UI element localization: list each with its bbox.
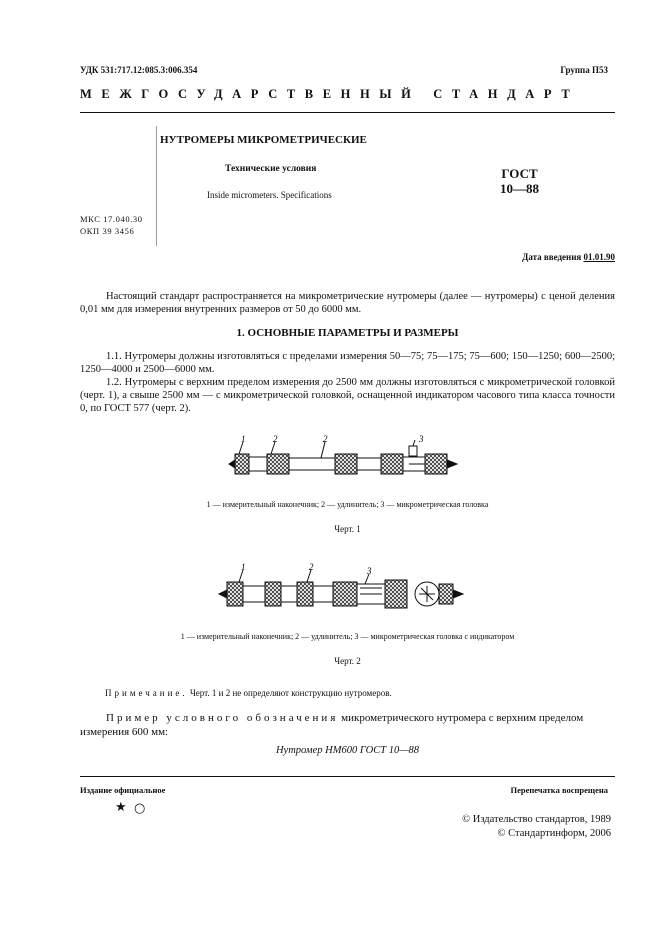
designation-example	[80, 711, 615, 739]
figure-2-caption: 1 — измерительный наконечник; 2 — удлинитель; 3 — микрометрическая головка с индикатором	[180, 632, 515, 641]
fig1-label-1: 1	[241, 434, 246, 444]
effective-date	[522, 252, 615, 262]
intro-paragraph: Настоящий стандарт распространяется на микрометрические нутромеры (далее — нутромеры) с ценой деления 0,01 мм для измерения внутренних размеров от 50 до 6000 мм.	[80, 291, 615, 315]
reprint-notice: Перепечатка воспрещена	[510, 785, 608, 795]
section-heading: 1. ОСНОВНЫЕ ПАРАМЕТРЫ И РАЗМЕРЫ	[236, 327, 459, 339]
figure-1-drawing	[225, 434, 470, 492]
example-label: Пример условного обозначения	[106, 712, 339, 724]
fig1-label-2b: 2	[323, 434, 328, 444]
gost-code: 10—88	[500, 181, 539, 196]
example-text: микрометрического нутромера с верхним пределом измерения 600 мм:	[80, 712, 584, 738]
document-title: НУТРОМЕРЫ МИКРОМЕТРИЧЕСКИЕ	[160, 134, 367, 146]
figure-2-number: Черт. 2	[334, 656, 361, 666]
note	[105, 688, 392, 698]
copyright-2006: © Стандартинформ, 2006	[497, 828, 611, 839]
gost-label: ГОСТ	[501, 166, 538, 181]
official-edition: Издание официальное	[80, 785, 166, 795]
group-code: Группа П53	[560, 65, 608, 75]
footer-rule	[80, 776, 615, 777]
figure-1-number: Черт. 1	[334, 524, 361, 534]
figure-1-caption: 1 — измерительный наконечник; 2 — удлинитель; 3 — микрометрическая головка	[206, 500, 489, 509]
fig2-label-2: 2	[309, 562, 314, 572]
clause-1-1: 1.1. Нутромеры должны изготовляться с пределами измерения 50—75; 75—175; 75—600; 150—1250; 600—2500; 1250—4000 и 2500—6000 мм.	[80, 351, 615, 375]
effective-date-label: Дата введения	[522, 252, 584, 262]
gost-number	[500, 166, 539, 196]
effective-date-value: 01.01.90	[583, 252, 615, 262]
designation-formula: Нутромер НМ600 ГОСТ 10—88	[275, 745, 420, 756]
mks-code: МКС 17.040.30	[80, 214, 143, 224]
fig2-label-3: 3	[367, 566, 372, 576]
figure-2-drawing	[215, 562, 475, 620]
document-subtitle: Технические условия	[225, 164, 317, 174]
english-title: Inside micrometers. Specifications	[207, 190, 332, 200]
header-rule	[80, 112, 615, 113]
circle-mark: ○	[134, 801, 146, 816]
fig2-label-1: 1	[241, 562, 246, 572]
classification-codes	[80, 213, 143, 237]
clause-1-2: 1.2. Нутромеры с верхним пределом измерения до 2500 мм должны изготовляться с микрометрической головкой (черт. 1), а свыше 2500 мм — с микрометрической головкой, оснащенной индикатором часового типа класса точности 0, по ГОСТ 577 (черт. 2).	[80, 377, 615, 414]
copyright-1989: © Издательство стандартов, 1989	[462, 814, 611, 825]
fig1-label-2a: 2	[273, 434, 278, 444]
star-mark: ★	[115, 800, 127, 815]
note-text: Черт. 1 и 2 не определяют конструкцию нутромеров.	[187, 688, 392, 698]
fig1-label-3: 3	[419, 434, 424, 444]
okp-code: ОКП 39 3456	[80, 226, 135, 236]
note-label: Примечание.	[105, 688, 188, 698]
udk-code: УДК 531:717.12:085.3:006.354	[80, 65, 198, 75]
standard-banner: МЕЖГОСУДАРСТВЕННЫЙ СТАНДАРТ	[80, 87, 580, 101]
title-divider	[156, 126, 157, 246]
